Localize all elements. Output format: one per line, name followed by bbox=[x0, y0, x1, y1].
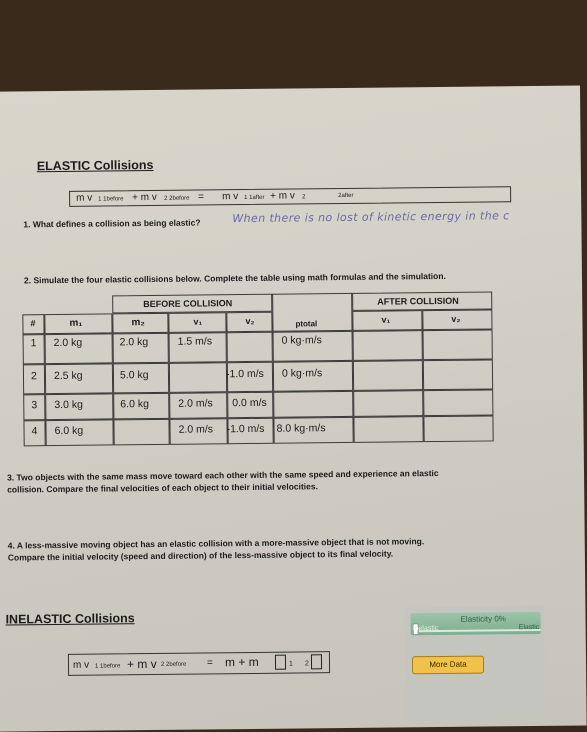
question-4-line-1: 4. A less-massive moving object has an elastic collision with a more-massive object that is not moving. bbox=[7, 536, 425, 551]
row-3-num: 3 bbox=[23, 394, 45, 420]
row-4-ptotal: 8.0 kg·m/s bbox=[273, 417, 353, 444]
formula-sub-1: 1 1before bbox=[98, 196, 124, 203]
question-1-handwritten-answer: When there is no lost of kinetic energy in the c bbox=[232, 209, 510, 226]
formula-equals: = bbox=[198, 191, 205, 203]
elastic-formula-box bbox=[69, 186, 511, 207]
inelastic-sub-1: 1 1before bbox=[94, 663, 121, 670]
row-3-ptotal bbox=[273, 391, 353, 418]
col-header-v1-after: v₁ bbox=[352, 310, 422, 331]
row-1-m1: 2.0 kg bbox=[45, 333, 113, 364]
header-before-collision: BEFORE COLLISION bbox=[112, 294, 272, 314]
row-4-v2-after bbox=[423, 415, 493, 442]
header-after-collision: AFTER COLLISION bbox=[352, 291, 492, 310]
row-3-v2-after bbox=[423, 389, 493, 416]
question-1: 1. What defines a collision as being elastic? bbox=[23, 217, 201, 230]
elastic-heading: ELASTIC Collisions bbox=[36, 157, 154, 174]
row-3-m1: 3.0 kg bbox=[45, 393, 113, 420]
row-1-v1-after bbox=[353, 330, 423, 361]
row-1-v2-after bbox=[423, 329, 493, 360]
formula-term-1: m v bbox=[76, 192, 93, 204]
row-1-m2: 2.0 kg bbox=[113, 333, 169, 364]
question-2: 2. Simulate the four elastic collisions below. Complete the table using math formulas and the simulation. bbox=[23, 270, 446, 286]
col-header-ptotal: ptotal bbox=[272, 311, 352, 332]
col-header-num: # bbox=[22, 314, 44, 334]
inelastic-sub-2: 2 2before bbox=[160, 661, 187, 668]
formula-term-2: + m v bbox=[132, 191, 157, 204]
question-3-line-2: collision. Compare the final velocities of each object to their initial velocities. bbox=[7, 481, 319, 495]
inelastic-sub-4: 2 bbox=[304, 660, 309, 668]
col-header-m1: m₁ bbox=[44, 313, 112, 334]
row-3-v2: 0.0 m/s bbox=[227, 392, 273, 418]
question-3-line-1: 3. Two objects with the same mass move toward each other with the same speed and experience an elastic bbox=[6, 468, 439, 483]
formula-term-4: + m v bbox=[270, 190, 295, 202]
question-4-line-2: Compare the initial velocity (speed and direction) of the less-massive object to its final velocity. bbox=[7, 548, 394, 563]
formula-sub-5: 2after bbox=[338, 192, 354, 200]
row-4-m2 bbox=[113, 419, 169, 446]
row-3-m2: 6.0 kg bbox=[113, 393, 169, 420]
row-2-m1: 2.5 kg bbox=[45, 363, 113, 394]
formula-sub-4: 2 bbox=[302, 194, 306, 201]
row-1-ptotal: 0 kg·m/s bbox=[273, 331, 353, 362]
row-2-v1-after bbox=[353, 360, 423, 391]
inelastic-sub-3: 1 bbox=[288, 660, 293, 668]
row-1-num: 1 bbox=[23, 334, 45, 364]
row-4-num: 4 bbox=[23, 420, 45, 446]
slider-label-inelastic: Inelastic bbox=[412, 625, 439, 633]
row-2-v1 bbox=[169, 362, 227, 393]
worksheet-page bbox=[0, 86, 587, 732]
elasticity-slider-panel bbox=[410, 612, 540, 635]
inelastic-blank-2 bbox=[311, 654, 322, 669]
inelastic-equals: = bbox=[206, 657, 213, 669]
col-header-v2-after: v₂ bbox=[422, 309, 492, 330]
row-2-num: 2 bbox=[23, 364, 45, 394]
elasticity-simulation-panel bbox=[404, 606, 545, 717]
row-4-v1: 2.0 m/s bbox=[169, 418, 227, 445]
inelastic-term-2: + m v bbox=[126, 656, 157, 672]
inelastic-heading: INELASTIC Collisions bbox=[5, 611, 135, 627]
formula-sub-3: 1 1after bbox=[244, 194, 265, 202]
row-2-ptotal: 0 kg·m/s bbox=[273, 361, 353, 392]
row-2-m2: 5.0 kg bbox=[113, 363, 169, 394]
col-header-m2: m₂ bbox=[112, 313, 168, 334]
row-2-v2-after bbox=[423, 359, 493, 390]
row-3-v1-after bbox=[353, 390, 423, 417]
collision-table bbox=[22, 291, 534, 456]
col-header-v1: v₁ bbox=[168, 312, 226, 333]
row-1-v1: 1.5 m/s bbox=[169, 332, 227, 363]
slider-label-elastic: Elastic bbox=[518, 623, 540, 632]
row-3-v1: 2.0 m/s bbox=[169, 392, 227, 419]
question-4 bbox=[8, 535, 425, 563]
inelastic-blank-1 bbox=[275, 655, 286, 670]
formula-sub-2: 2 2before bbox=[164, 195, 190, 202]
col-header-v2: v₂ bbox=[226, 312, 272, 332]
question-3 bbox=[7, 467, 439, 496]
row-1-v2 bbox=[227, 332, 273, 362]
inelastic-formula-box bbox=[68, 651, 330, 676]
elasticity-label: Elasticity 0% bbox=[460, 614, 506, 624]
header-spacer bbox=[272, 293, 352, 312]
more-data-button[interactable]: More Data bbox=[412, 656, 484, 675]
formula-term-3: m v bbox=[222, 191, 239, 203]
inelastic-term-1: m v bbox=[72, 659, 90, 671]
row-2-v2: -1.0 m/s bbox=[227, 362, 273, 392]
inelastic-term-3: m + m bbox=[224, 654, 259, 670]
row-4-m1: 6.0 kg bbox=[45, 419, 113, 446]
row-4-v1-after bbox=[353, 416, 423, 443]
row-4-v2: -1.0 m/s bbox=[227, 418, 273, 444]
